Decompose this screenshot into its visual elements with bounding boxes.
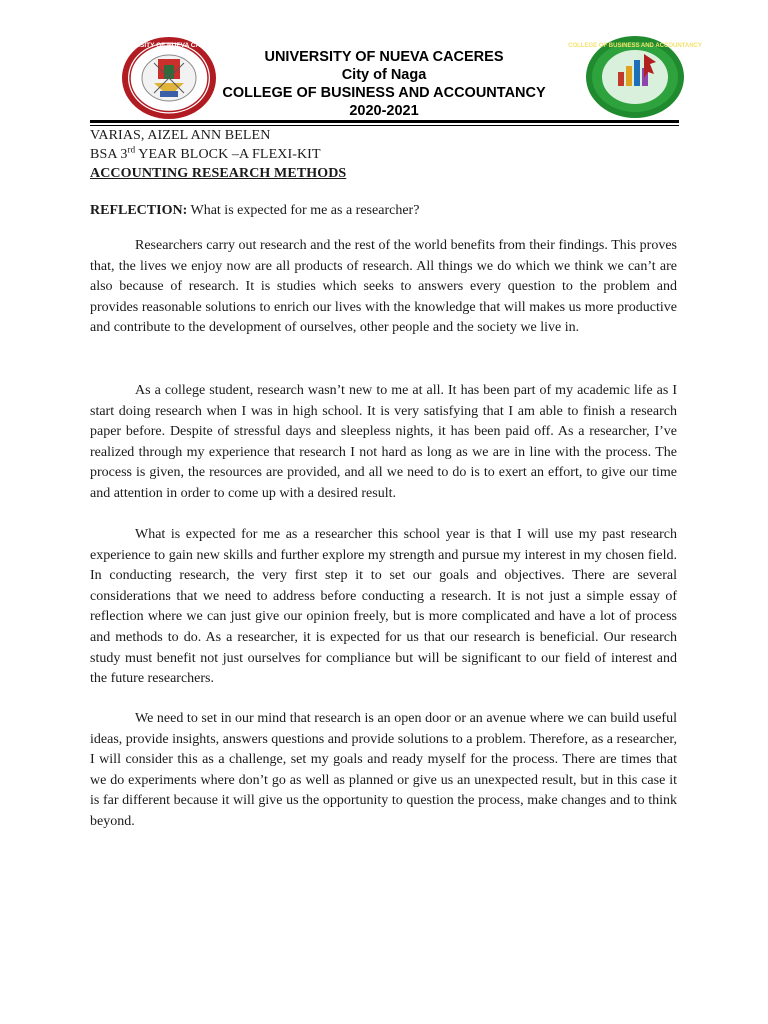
reflection-question: What is expected for me as a researcher? [187, 203, 420, 218]
header-divider-thick [90, 120, 679, 123]
cba-seal-logo [568, 34, 702, 120]
course-title: ACCOUNTING RESEARCH METHODS [90, 166, 347, 181]
reflection-label: REFLECTION: [90, 203, 188, 218]
city-name: City of Naga [341, 67, 427, 83]
document-header [0, 0, 768, 126]
paragraph-4: We need to set in our mind that research is an open door or an avenue where we can build useful ideas, provide insights, answers questions and provide solutions to a problem. Therefore, as a researcher, I will consider this as a challenge, set my goals and ready myself for the process. There are times that we do experiments where don’t go as well as planned or give us an unexpected result, but in this case it is far different because it will give us the opportunity to question the process, make changes and to think beyond. [90, 711, 677, 829]
paragraph-1: Researchers carry out research and the rest of the world benefits from their findings. This proves that, the lives we enjoy now are all products of research. All things we do which we think we can’t are also because of research. It is studies which seeks to answers every question to the problem and provides reasonable solutions to enrich our lives with the knowledge that will makes us more productive and contribute to the development of ourselves, other people and the society we live in. [90, 238, 677, 336]
paragraph-3: What is expected for me as a researcher this school year is that I will use my past research experience to gain new skills and further explore my strength and pursue my interest in my chosen field. In conducting research, the very first step it to set our goals and objectives. There are several considerations that we need to address before conducting a research. It is not just a simple essay of reflection where we can just give our opinion freely, but is more complicated and have a lot of process and methods to do. As a researcher, it is expected for us that our research is beneficial. Our research study must benefit not just ourselves for compliance but will be significant to our field of interest and the future researchers. [90, 527, 677, 687]
left-logo-text: UNIVERSITY OF NUEVA CACERES [115, 42, 223, 49]
student-name: VARIAS, AIZEL ANN BELEN [90, 128, 271, 143]
header-text-block [200, 48, 568, 120]
reflection-prompt [90, 203, 419, 219]
paragraph-2: As a college student, research wasn’t new to me at all. It has been part of my academic life as I start doing research when I was in high school. It is very satisfying that I am able to finish a research paper before. Despite of stressful days and sleepless nights, it has been paid off. As a researcher, I’ve realized through my experience that research I not hard as long as we are in line with the process. The process is given, the resources are provided, and all we need to do is to exert an effort, to give our time and attention in order to come up with a desired result. [90, 383, 677, 501]
school-year: 2020-2021 [349, 103, 419, 119]
college-name: COLLEGE OF BUSINESS AND ACCOUNTANCY [222, 85, 546, 101]
student-program: BSA 3rd YEAR BLOCK –A FLEXI-KIT [90, 144, 321, 162]
university-name: UNIVERSITY OF NUEVA CACERES [264, 49, 504, 65]
right-logo-text: COLLEGE OF BUSINESS AND ACCOUNTANCY [568, 43, 702, 49]
student-info [90, 126, 346, 183]
